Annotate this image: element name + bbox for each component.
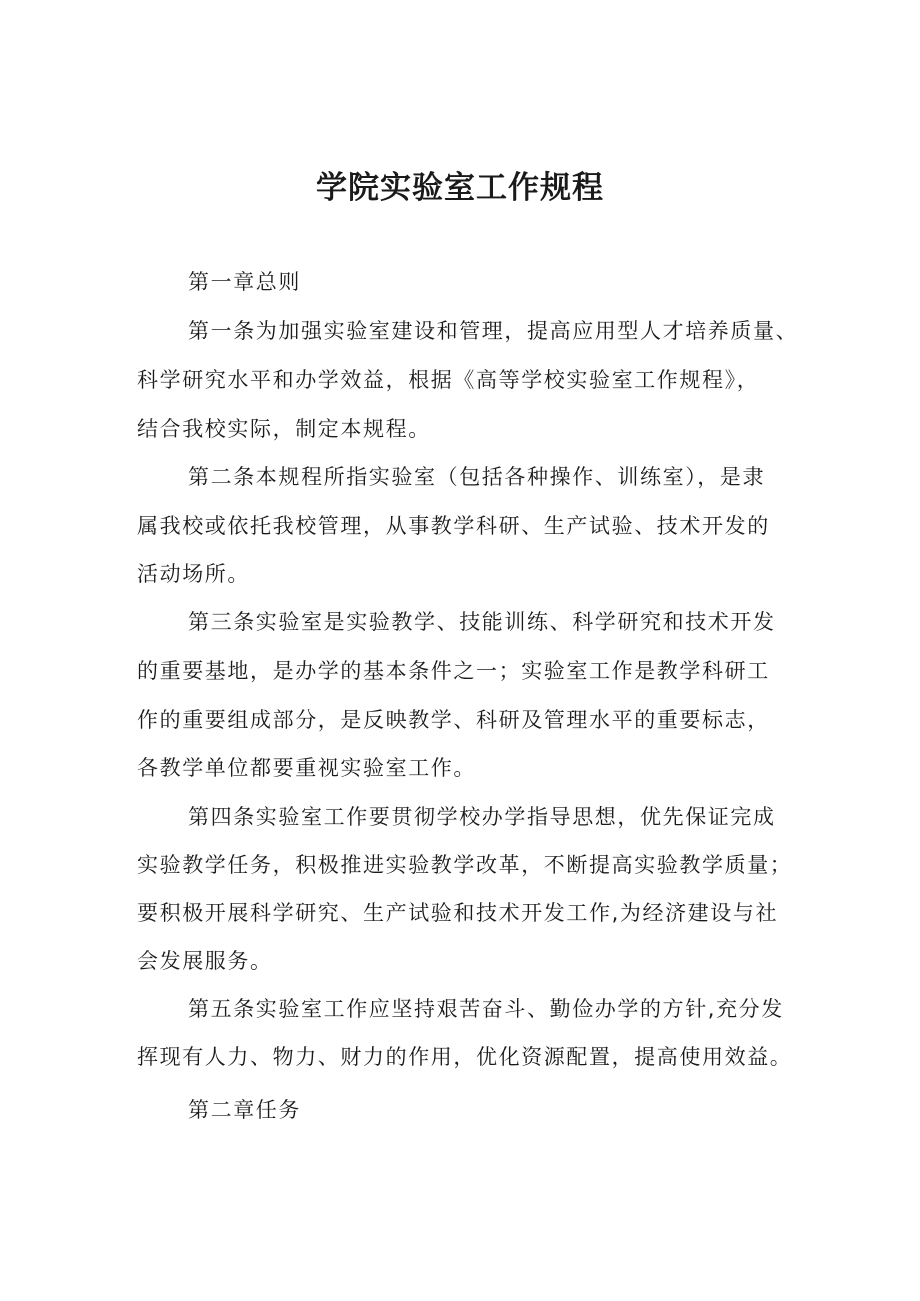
article-4-line-4: 会发展服务。 [137, 949, 273, 973]
article-1-line-3: 结合我校实际，制定本规程。 [137, 417, 431, 441]
article-2-line-3: 活动场所。 [137, 562, 250, 586]
article-4-line-3: 要积极开展科学研究、生产试验和技术开发工作,为经济建设与社 [137, 901, 779, 925]
article-3-line-3: 作的重要组成部分，是反映教学、科研及管理水平的重要标志， [137, 708, 770, 732]
article-1-line-1: 第一条为加强实验室建设和管理，提高应用型人才培养质量、 [188, 319, 799, 343]
article-5-line-1: 第五条实验室工作应坚持艰苦奋斗、勤俭办学的方针,充分发 [188, 997, 784, 1021]
chapter-heading-1: 第一章总则 [188, 270, 301, 294]
article-3-line-2: 的重要基地，是办学的基本条件之一；实验室工作是教学科研工 [137, 659, 770, 683]
chapter-heading-2: 第二章任务 [188, 1098, 301, 1122]
article-4-line-2: 实验教学任务，积极推进实验教学改革，不断提高实验教学质量； [137, 853, 793, 877]
article-3-line-1: 第三条实验室是实验教学、技能训练、科学研究和技术开发 [188, 610, 776, 634]
article-4-line-1: 第四条实验室工作要贯彻学校办学指导思想，优先保证完成 [188, 805, 776, 829]
article-3-line-4: 各教学单位都要重视实验室工作。 [137, 756, 476, 780]
article-5-line-2: 挥现有人力、物力、财力的作用，优化资源配置，提高使用效益。 [137, 1045, 793, 1069]
article-1-line-2: 科学研究水平和办学效益，根据《高等学校实验室工作规程》， [137, 368, 760, 392]
article-2-line-2: 属我校或依托我校管理，从事教学科研、生产试验、技术开发的 [137, 514, 770, 538]
article-2-line-1: 第二条本规程所指实验室（包括各种操作、训练室），是隶 [188, 465, 766, 489]
document-title: 学院实验室工作规程 [316, 170, 604, 206]
